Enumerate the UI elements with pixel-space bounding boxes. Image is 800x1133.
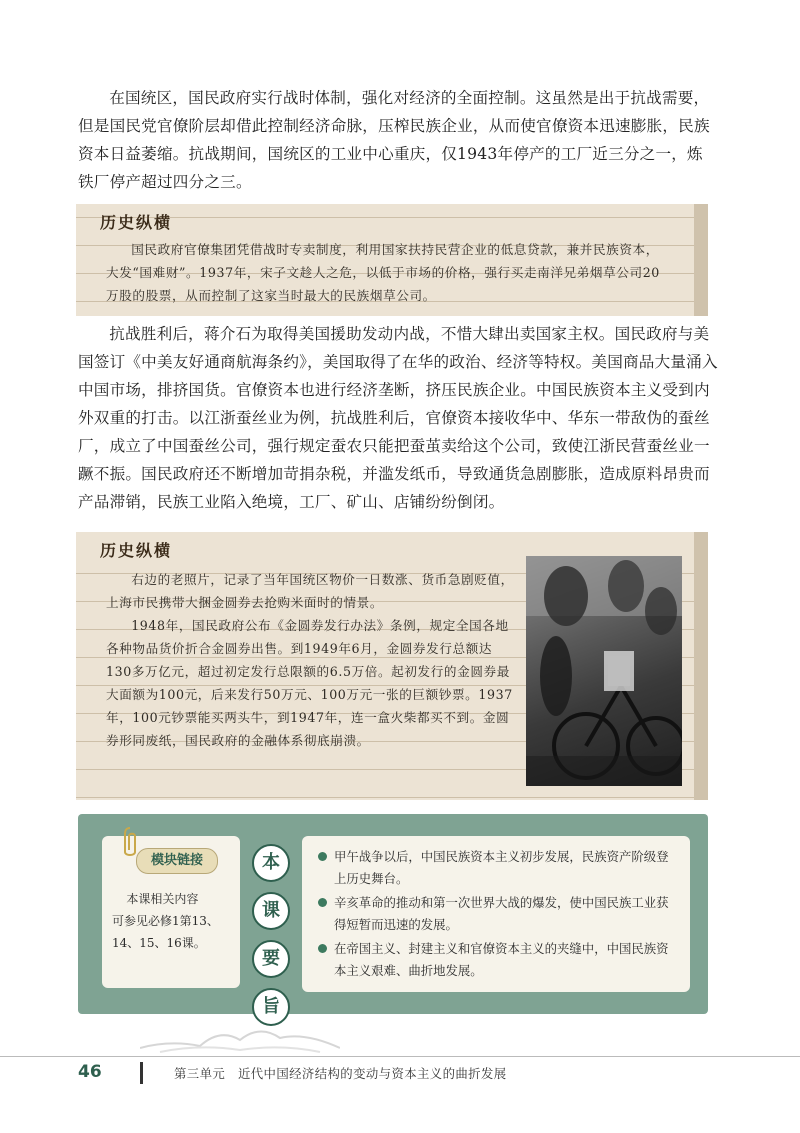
history-box-text: 国民政府官僚集团凭借战时专卖制度，利用国家扶持民营企业的低息贷款，兼并民族资本，大发“国难财”。1937年，宋子文趁人之危，以低于市场的价格，强行买走南洋兄弟烟草公司20万股的股票，从而控制了这家当时最大的民族烟草公司。 (106, 242, 660, 303)
summary-item (318, 938, 680, 982)
footer-divider (0, 1056, 800, 1057)
summary-item (318, 892, 680, 936)
summary-label-char: 要 (252, 940, 290, 978)
body-paragraph-2: 抗战胜利后，蒋介石为取得美国援助发动内战，不惜大肆出卖国家主权。国民政府与美国签订《中美友好通商航海条约》，美国取得了在华的政治、经济等特权。美国商品大量涌入中国市场，排挤国货。官僚资本也进行经济垄断，挤压民族企业。中国民族资本主义受到内外双重的打击。以江浙蚕丝业为例，抗战胜利后，官僚资本接收华中、华东一带敌伪的蚕丝厂，成立了中国蚕丝公司，强行规定蚕农只能把蚕茧卖给这个公司，致使江浙民营蚕丝业一蹶不振。国民政府还不断增加苛捐杂税，并滥发纸币，导致通货急剧膨胀，造成原料昂贵而产品滞销，民族工业陷入绝境，工厂、矿山、店铺纷纷倒闭。 (78, 325, 718, 511)
summary-label-char: 本 (252, 844, 290, 882)
module-section (78, 814, 708, 1017)
summary-item-text: 在帝国主义、封建主义和官僚资本主义的夹缝中，中国民族资本主义艰难、曲折地发展。 (334, 941, 669, 978)
module-link-card (102, 836, 240, 988)
module-link-text-2: 可参见必修1第13、14、15、16课。 (112, 914, 219, 950)
history-box-1 (76, 204, 708, 316)
bullet-icon (318, 898, 327, 907)
module-link-text-1: 本课相关内容 (126, 892, 199, 906)
history-box-text-2: 1948年，国民政府公布《金圆券发行办法》条例，规定全国各地各种物品货价折合金圆券出售。到1949年6月，金圆券发行总额达130多万亿元，超过初定发行总限额的6.5万倍。起初发行的金圆券最大面额为100元，后来发行50万元、100万元一张的巨额钞票。1937年，100元钞票能买两头牛，到1947年，连一盒火柴都买不到。金圆券形同废纸，国民政府的金融体系彻底崩溃。 (106, 618, 513, 748)
lesson-summary-card (302, 836, 690, 992)
footer-separator (140, 1062, 143, 1084)
page-number: 46 (78, 1062, 102, 1082)
summary-item (318, 846, 680, 890)
bullet-icon (318, 852, 327, 861)
footer-chapter-title: 第三单元 近代中国经济结构的变动与资本主义的曲折发展 (174, 1066, 507, 1081)
old-photo-bicycle (526, 556, 682, 786)
body-paragraph-1: 在国统区，国民政府实行战时体制，强化对经济的全面控制。这虽然是出于抗战需要，但是国民党官僚阶层却借此控制经济命脉，压榨民族企业，从而使官僚资本迅速膨胀，民族资本日益萎缩。抗战期间，国统区的工业中心重庆，仅1943年停产的工厂近三分之一，炼铁厂停产超过四分之三。 (78, 89, 710, 191)
lesson-summary-label (252, 844, 292, 1036)
cloud-decoration-icon (140, 1018, 340, 1054)
summary-label-char: 旨 (252, 988, 290, 1026)
module-link-title: 模块链接 (136, 848, 218, 874)
summary-item-text: 甲午战争以后，中国民族资本主义初步发展，民族资产阶级登上历史舞台。 (334, 849, 669, 886)
history-box-title: 历史纵横 (100, 213, 173, 232)
summary-label-char: 课 (252, 892, 290, 930)
history-box-text-1: 右边的老照片，记录了当年国统区物价一日数涨、货币急剧贬值，上海市民携带大捆金圆券去抢购米面时的情景。 (106, 572, 514, 610)
bullet-icon (318, 944, 327, 953)
history-box-title: 历史纵横 (100, 541, 173, 560)
photo-illustration (526, 556, 682, 786)
paperclip-icon (122, 826, 138, 860)
summary-item-text: 辛亥革命的推动和第一次世界大战的爆发，使中国民族工业获得短暂而迅速的发展。 (334, 895, 669, 932)
